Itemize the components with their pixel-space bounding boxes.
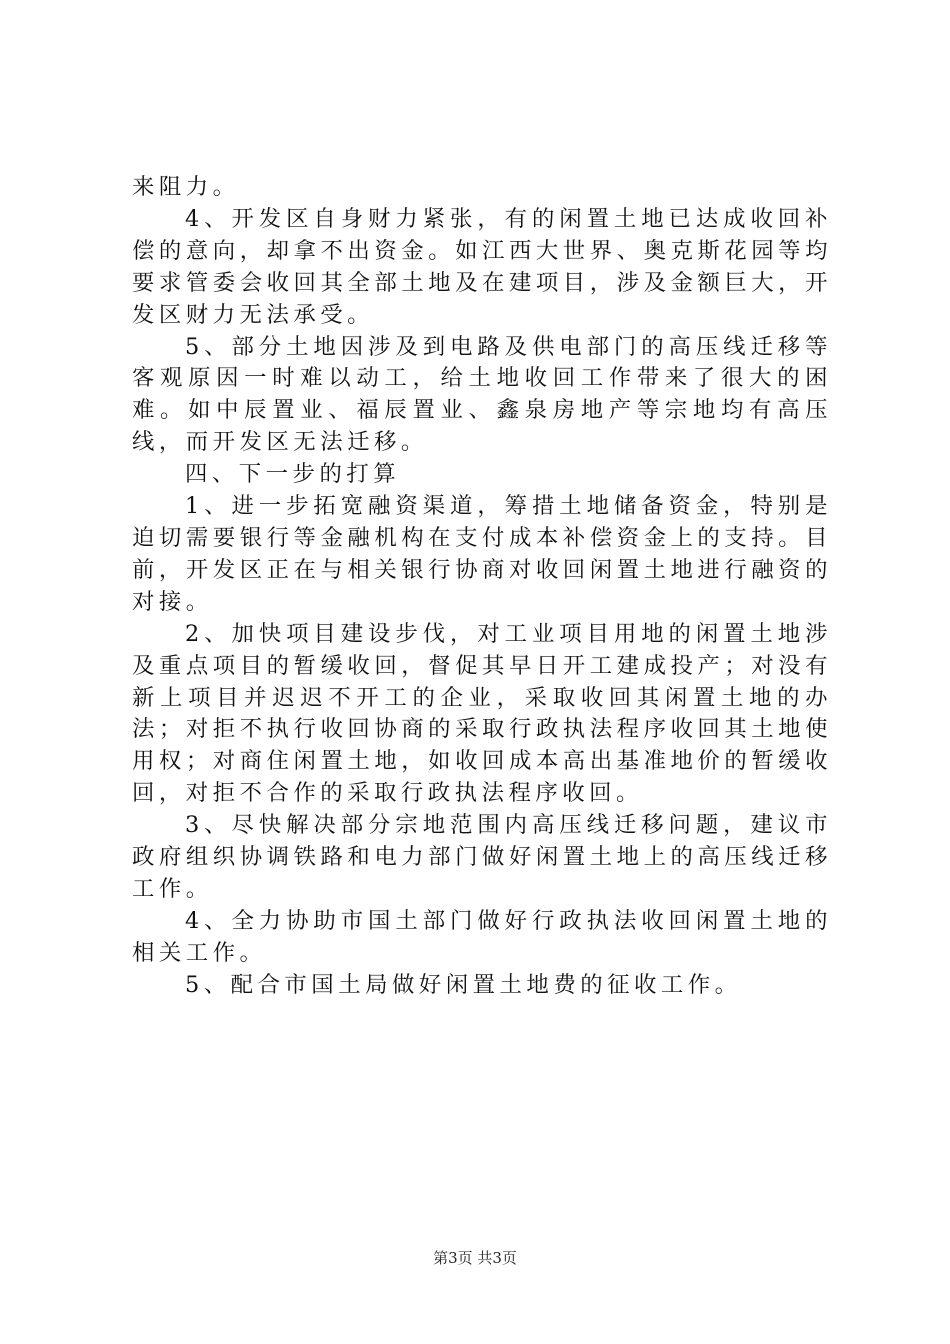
paragraph-item-4-finance: 4、开发区自身财力紧张，有的闲置土地已达成收回补偿的意向，却拿不出资金。如江西大世界、奥克斯花园等均要求管委会收回其全部土地及在建项目，涉及金额巨大，开发区财力无法承受。 — [132, 205, 832, 328]
section-heading-next-steps: 四、下一步的打算 — [185, 461, 401, 488]
paragraph-plan-1-financing: 1、进一步拓宽融资渠道，筹措土地储备资金，特别是迫切需要银行等金融机构在支付成本补偿资金上的支持。目前，开发区正在与相关银行协商对收回闲置土地进行融资的对接。 — [132, 493, 832, 615]
paragraph-plan-2-projects: 2、加快项目建设步伐，对工业项目用地的闲置土地涉及重点项目的暂缓收回，督促其早日开工建成投产；对没有新上项目并迟迟不开工的企业，采取收回其闲置土地的办法；对拒不执行收回协商的采取行政执法程序收回其土地使用权；对商住闲置土地，如收回成本高出基准地价的暂缓收回，对拒不合作的采取行政执法程序收回。 — [132, 620, 832, 807]
paragraph-item-5-power-lines: 5、部分土地因涉及到电路及供电部门的高压线迁移等客观原因一时难以动工，给土地收回工作带来了很大的困难。如中辰置业、福辰置业、鑫泉房地产等宗地均有高压线，而开发区无法迁移。 — [132, 333, 832, 456]
page-footer: 第3页 共3页 — [433, 1249, 517, 1267]
document-body — [132, 172, 832, 1002]
paragraph-plan-5-fees: 5、配合市国土局做好闲置土地费的征收工作。 — [185, 971, 742, 998]
paragraph-plan-4-enforcement: 4、全力协助市国土部门做好行政执法收回闲置土地的相关工作。 — [132, 907, 832, 966]
paragraph-continuation: 来阻力。 — [132, 174, 240, 200]
paragraph-plan-3-relocation: 3、尽快解决部分宗地范围内高压线迁移问题，建议市政府组织协调铁路和电力部门做好闲置土地上的高压线迁移工作。 — [132, 812, 832, 902]
